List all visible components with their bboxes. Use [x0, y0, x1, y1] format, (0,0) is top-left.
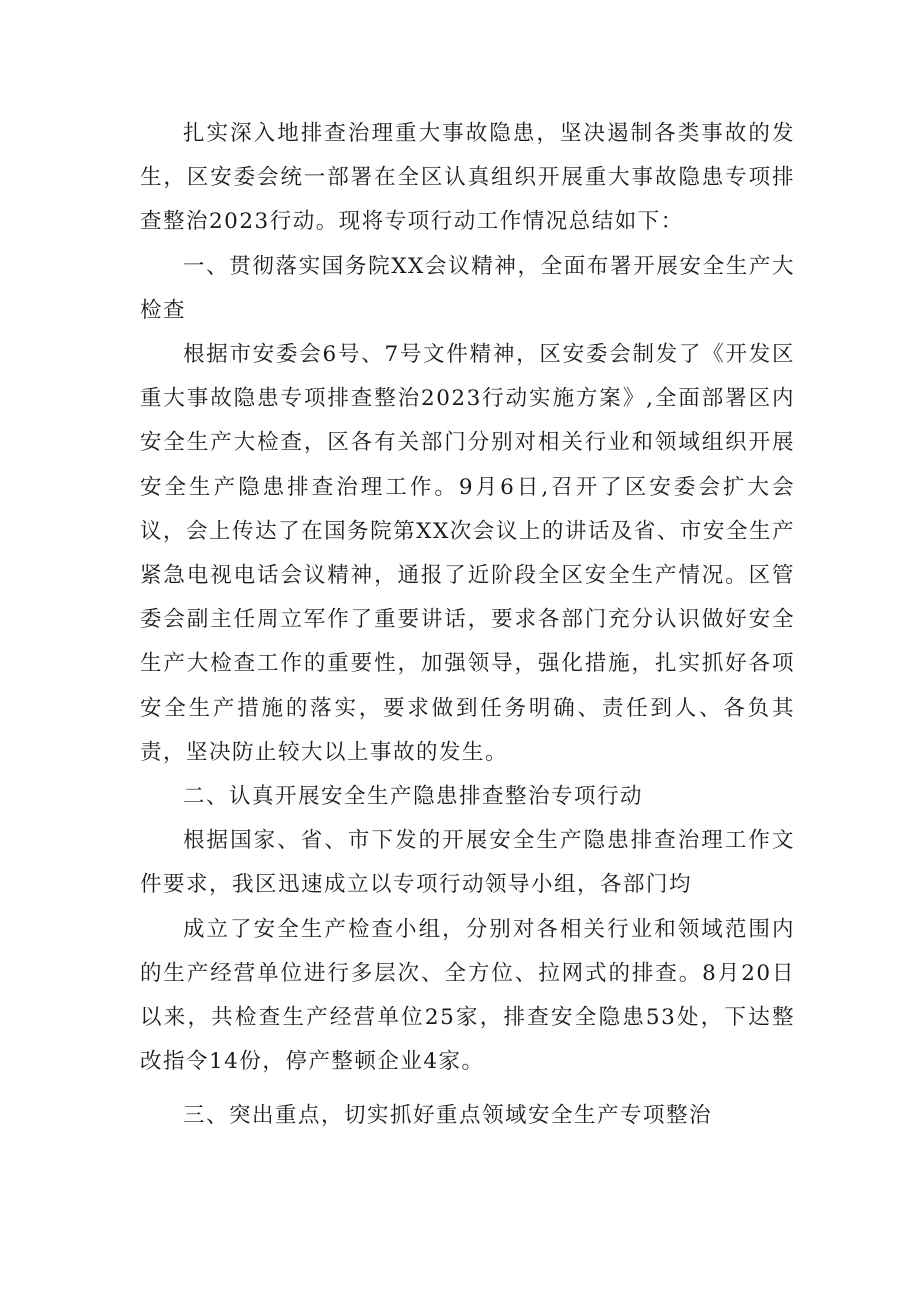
section-2-heading: 二、认真开展安全生产隐患排查整治专项行动: [183, 784, 644, 810]
section-2-paragraph-a: 根据国家、省、市下发的开展安全生产隐患排查治理工作文件要求，我区迅速成立以专项行动领导小组，各部门均: [140, 828, 795, 898]
section-1-paragraph: 根据市安委会6号、7号文件精神，区安委会制发了《开发区重大事故隐患专项排查整治2023行动实施方案》,全面部署区内安全生产大检查，区各有关部门分别对相关行业和领域组织开展安全生产隐患排查治理工作。9月6日,召开了区安委会扩大会议，会上传达了在国务院第XX次会议上的讲话及省、市安全生产紧急电视电话会议精神，通报了近阶段全区安全生产情况。区管委会副主任周立军作了重要讲话，要求各部门充分认识做好安全生产大检查工作的重要性，加强领导，强化措施，扎实抓好各项安全生产措施的落实，要求做到任务明确、责任到人、各负其责，坚决防止较大以上事故的发生。: [140, 342, 795, 765]
section-1-heading: 一、贯彻落实国务院XX会议精神，全面布署开展安全生产大检查: [140, 253, 795, 323]
section-2-paragraph-b: 成立了安全生产检查小组，分别对各相关行业和领域范围内的生产经营单位进行多层次、全方位、拉网式的排查。8月20日以来，共检查生产经营单位25家，排查安全隐患53处，下达整改指令14份，停产整顿企业4家。: [140, 916, 795, 1075]
section-3-heading: 三、突出重点，切实抓好重点领域安全生产专项整治: [183, 1103, 713, 1129]
intro-paragraph: 扎实深入地排查治理重大事故隐患，坚决遏制各类事故的发生，区安委会统一部署在全区认真组织开展重大事故隐患专项排查整治2023行动。现将专项行动工作情况总结如下：: [140, 121, 795, 235]
document-page: [140, 112, 795, 1139]
